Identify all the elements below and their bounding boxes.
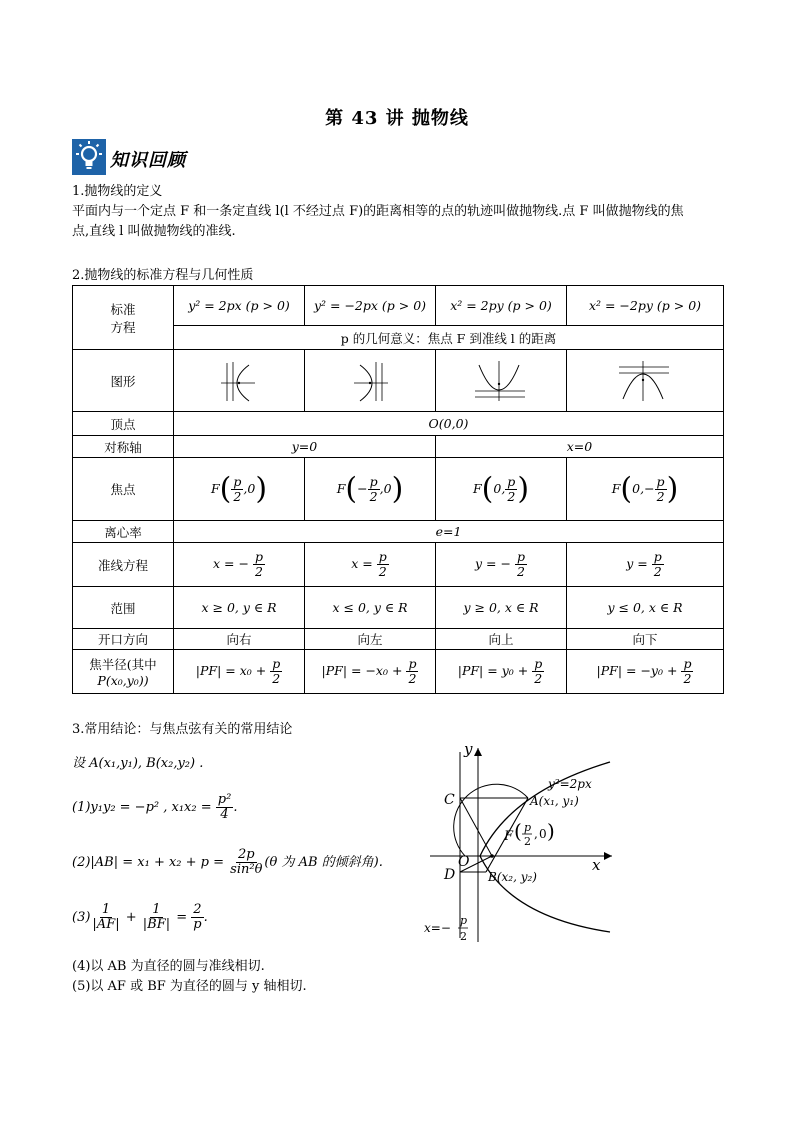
table-row [73,521,724,543]
conclusion-4: (4)以 AB 为直径的圆与准线相切. [72,959,265,974]
section3-heading: 3.常用结论：与焦点弦有关的常用结论 [72,722,293,737]
equation-cell: x² = 2py (p > 0) [436,286,567,326]
conclusion-2: (2)|AB| = x₁ + x₂ + p = $\frac{2p}{\text{sin²θ}}$ (θ 为 AB 的倾斜角). [72,847,383,877]
row-label-focus: 焦点 [73,458,174,521]
table-row [73,587,724,629]
range-cell: y ≤ 0, x ∈ R [567,587,724,629]
opening-cell: 向左 [305,629,436,650]
equation-cell: y² = −2px (p > 0) [305,286,436,326]
graph-down-opening [567,350,724,412]
focus-point [490,854,494,858]
axis-cell: y=0 [174,436,436,458]
section2-heading: 2.抛物线的标准方程与几何性质 [72,268,254,283]
lightbulb-icon [72,139,106,175]
y-label: y [464,742,473,758]
vertex-cell: O(0,0) [174,412,724,436]
knowledge-review-banner [72,139,252,175]
table-row [73,412,724,436]
svg-text:(: ( [514,819,522,843]
equation-cell: y² = 2px (p > 0) [174,286,305,326]
conclusion-5: (5)以 AF 或 BF 为直径的圆与 y 轴相切. [72,979,307,994]
focus-cell: F(− $\frac{p}{2}$ ,0) [305,458,436,521]
table-row [73,650,724,694]
row-label-focal-radius: 焦半径(其中 P(x₀,y₀)) [73,650,174,694]
svg-text:2: 2 [460,930,467,943]
table-row [73,436,724,458]
page-title: 第 43 讲 抛物线 [325,108,469,129]
svg-text:): ) [547,819,555,843]
curve-label: y²=2px [548,777,592,791]
table-row [73,458,724,521]
focus-cell: F(0,− $\frac{p}{2}$ ) [567,458,724,521]
opening-cell: 向上 [436,629,567,650]
svg-text:,: , [534,827,538,841]
row-label-graph: 图形 [73,350,174,412]
eccentricity-cell: e=1 [174,521,724,543]
focal-radius-cell: |PF| = −x₀ + $\frac{p}{2}$ [305,650,436,694]
conclusion-setup: 设 A(x₁,y₁), B(x₂,y₂) . [72,756,204,771]
focus-cell: F( $\frac{p}{2}$ ,0) [174,458,305,521]
focus-label: F [504,829,514,844]
conclusion-3: (3) $\frac{1}{|AF|}$ + $\frac{1}{|BF|}$ = $\frac{2}{p}$ . [72,902,208,932]
focal-radius-cell: |PF| = y₀ + $\frac{p}{2}$ [436,650,567,694]
graph-right-opening [174,350,305,412]
table-row [73,543,724,587]
svg-text:2: 2 [524,835,531,848]
svg-text:0: 0 [539,827,547,841]
directrix-cell: y = − $\frac{p}{2}$ [436,543,567,587]
directrix-label: x=− [424,921,451,935]
row-label-axis: 对称轴 [73,436,174,458]
directrix-cell: x = − $\frac{p}{2}$ [174,543,305,587]
conclusion-1: (1)y₁y₂ = −p² , x₁x₂ = $\frac{\text{p²}}{4}$ . [72,792,238,822]
range-cell: x ≥ 0, y ∈ R [174,587,305,629]
x-label: x [592,856,601,874]
point-b-label: B(x₂, y₂) [488,870,537,884]
directrix-cell: x = $\frac{p}{2}$ [305,543,436,587]
svg-text:p: p [460,914,468,927]
parabola-properties-table [72,285,724,694]
focus-cell: F(0, $\frac{p}{2}$ ) [436,458,567,521]
table-row [73,350,724,412]
row-label-equation: 标准 方程 [73,286,174,350]
row-label-eccentricity: 离心率 [73,521,174,543]
banner-label: 知识回顾 [110,150,186,171]
segment-cf [460,798,492,856]
section1-text-line1: 平面内与一个定点 F 和一条定直线 l(l 不经过点 F)的距离相等的点的轨迹叫做抛物线.点 F 叫做抛物线的焦 [72,204,684,219]
point-a-label: A(x₁, y₁) [530,794,579,808]
table-row [73,629,724,650]
point-d-label: D [444,867,456,883]
opening-cell: 向右 [174,629,305,650]
focal-radius-cell: |PF| = x₀ + $\frac{p}{2}$ [174,650,305,694]
section1-text-line2: 点,直线 l 叫做抛物线的准线. [72,224,236,239]
graph-left-opening [305,350,436,412]
focal-chord-figure [420,742,620,947]
origin-label: O [458,854,470,870]
p-meaning-cell: p 的几何意义：焦点 F 到准线 l 的距离 [174,326,724,350]
svg-text:p: p [524,821,532,834]
row-label-vertex: 顶点 [73,412,174,436]
directrix-cell: y = $\frac{p}{2}$ [567,543,724,587]
graph-up-opening [436,350,567,412]
row-label-opening: 开口方向 [73,629,174,650]
range-cell: y ≥ 0, x ∈ R [436,587,567,629]
section1-heading: 1.抛物线的定义 [72,184,163,199]
range-cell: x ≤ 0, y ∈ R [305,587,436,629]
table-row [73,286,724,326]
equation-cell: x² = −2py (p > 0) [567,286,724,326]
row-label-directrix: 准线方程 [73,543,174,587]
focal-radius-cell: |PF| = −y₀ + $\frac{p}{2}$ [567,650,724,694]
point-c-label: C [444,792,455,808]
row-label-range: 范围 [73,587,174,629]
axis-cell: x=0 [436,436,724,458]
opening-cell: 向下 [567,629,724,650]
